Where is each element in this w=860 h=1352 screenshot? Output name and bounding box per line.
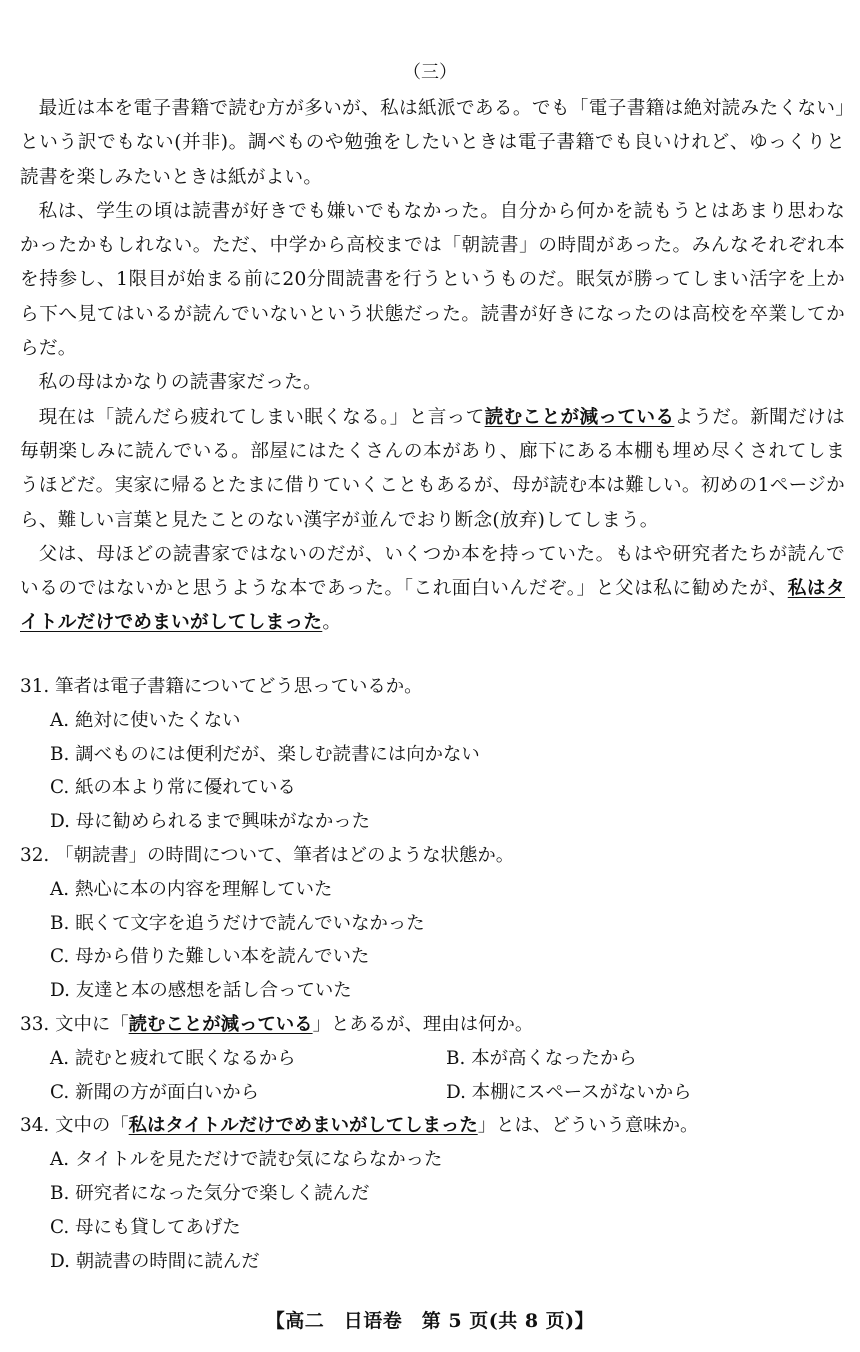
reading-passage [20, 92, 845, 641]
question-33-stem-a: 33. 文中に「 [20, 1013, 129, 1035]
question-33-option-d: D. 本棚にスペースがないから [446, 1081, 692, 1103]
underlined-phrase-reading-decreasing: 読むことが減っている [484, 406, 675, 428]
question-31-option-b: B. 調べものには便利だが、楽しむ読書には向かない [50, 743, 480, 765]
question-33 [20, 1008, 845, 1109]
question-34-underlined-phrase: 私はタイトルだけでめまいがしてしまった [128, 1115, 478, 1137]
paragraph-4-text-b: ようだ。新聞だけは毎朝楽しみに読んでいる。部屋にはたくさんの本があり、廊下にある本棚も埋め尽くされてしまうほどだ。実家に帰るとたまに借りていくこともあるが、母が読む本は難しい。初めの1ページから、難しい言葉と見たことのない漢字が並んでおり断念(放弃)してしまう。 [20, 406, 845, 531]
page-footer: 【高二 日语卷 第 5 页(共 8 页)】 [265, 1310, 595, 1332]
question-33-stem-b: 」とあるが、理由は何か。 [312, 1013, 534, 1035]
question-34 [20, 1109, 845, 1278]
paragraph-5-text-a: 父は、母ほどの読書家ではないのだが、いくつか本を持っていた。もはや研究者たちが読んでいるのではないかと思うような本であった。「これ面白いんだぞ。」と父は私に勧めたが、 [20, 543, 845, 600]
question-34-stem [20, 1109, 845, 1143]
question-31 [20, 670, 845, 839]
question-31-option-a: A. 絶対に使いたくない [50, 709, 241, 731]
question-32-stem: 32. 「朝読書」の時間について、筆者はどのような状態か。 [20, 844, 515, 866]
question-33-option-c: C. 新聞の方が面白いから [50, 1081, 260, 1103]
passage-paragraph-2: 私は、学生の頃は読書が好きでも嫌いでもなかった。自分から何かを読もうとはあまり思わなかったかもしれない。ただ、中学から高校までは「朝読書」の時間があった。みんなそれぞれ本を持参し、1限目が始まる前に20分間読書を行うというものだ。眠気が勝ってしまい活字を上から下へ見てはいるが読んでいないという状態だった。読書が好きになったのは高校を卒業してからだ。 [20, 200, 845, 360]
question-32-option-d: D. 友達と本の感想を話し合っていた [50, 980, 352, 1002]
question-33-options-row-2 [20, 1076, 845, 1110]
question-33-underlined-phrase: 読むことが減っている [128, 1013, 313, 1035]
question-list [20, 670, 845, 1278]
question-33-options-row-1 [20, 1042, 845, 1076]
question-34-stem-b: 」とは、どういう意味か。 [477, 1115, 699, 1137]
question-33-stem [20, 1008, 845, 1042]
passage-paragraph-4 [20, 401, 845, 538]
question-32-option-b: B. 眠くて文字を追うだけで読んでいなかった [50, 912, 425, 934]
question-34-option-d: D. 朝読書の時間に読んだ [50, 1250, 260, 1272]
question-32-option-c: C. 母から借りた難しい本を読んでいた [50, 946, 370, 968]
underlined-phrase-title-dizzy: 私はタイトルだけでめまいがしてしまった [20, 578, 845, 634]
question-34-option-a: A. タイトルを見ただけで読む気にならなかった [50, 1149, 443, 1171]
question-31-option-c: C. 紙の本より常に優れている [50, 777, 296, 799]
question-33-option-b: B. 本が高くなったから [446, 1047, 637, 1069]
question-31-option-d: D. 母に勧められるまで興味がなかった [50, 811, 371, 833]
section-title: （三） [403, 62, 457, 83]
question-33-option-a: A. 読むと疲れて眠くなるから [50, 1047, 296, 1069]
question-31-stem: 31. 筆者は電子書籍についてどう思っているか。 [20, 676, 423, 697]
question-34-option-b: B. 研究者になった気分で楽しく読んだ [50, 1182, 370, 1204]
passage-paragraph-1: 最近は本を電子書籍で読む方が多いが、私は紙派である。でも「電子書籍は絶対読みたくない」という訳でもない(并非)。調べものや勉強をしたいときは電子書籍でも良いけれど、ゆっくりと読書を楽しみたいときは紙がよい。 [20, 98, 845, 188]
passage-paragraph-3: 私の母はかなりの読書家だった。 [38, 372, 323, 394]
question-34-stem-a: 34. 文中の「 [20, 1115, 129, 1137]
question-34-option-c: C. 母にも貸してあげた [50, 1216, 241, 1238]
question-32-option-a: A. 熱心に本の内容を理解していた [50, 878, 333, 900]
question-32 [20, 839, 845, 1008]
passage-paragraph-5 [20, 538, 845, 641]
paragraph-4-text-a: 現在は「読んだら疲れてしまい眠くなる。」と言って [38, 406, 485, 428]
paragraph-5-text-b: 。 [322, 612, 342, 634]
